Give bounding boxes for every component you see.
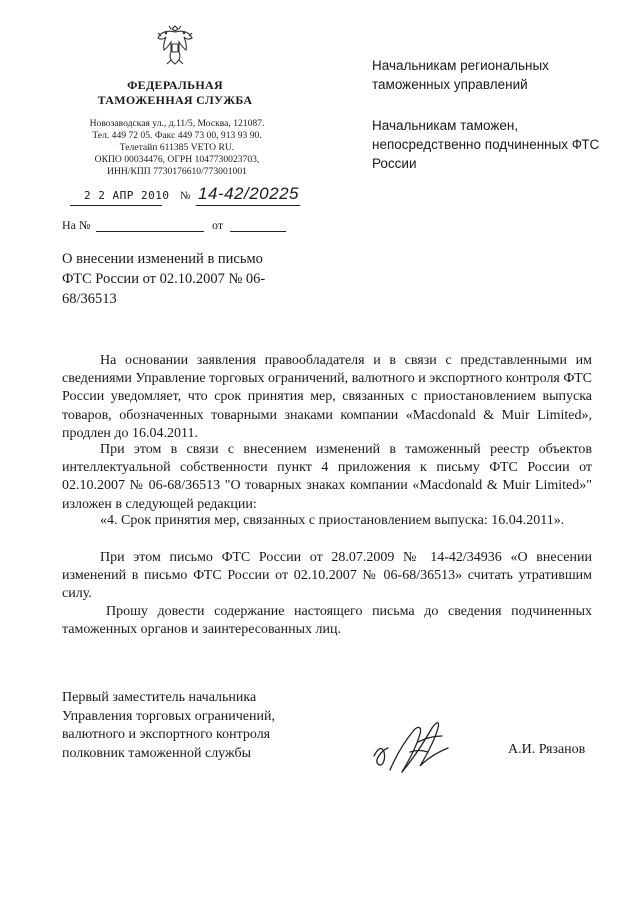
signatory-title-line: Управления торговых ограничений, xyxy=(62,708,275,724)
signatory-title-line: полковник таможенной службы xyxy=(62,745,252,761)
address-line: Телетайп 611385 VETO RU. xyxy=(119,142,235,153)
handwritten-signature-icon xyxy=(368,712,478,786)
double-headed-eagle-emblem-icon xyxy=(155,22,195,68)
signatory-name: А.И. Рязанов xyxy=(508,742,586,757)
body-paragraph-2: При этом в связи с внесением изменений в таможенный реестр объектов интеллектуальной собственности пункт 4 приложения к письму ФТС России от 02.10.2007 № 06-68/36513 "О товарных знаках компании «Macdonald & Muir Limited»" изложен в следующей редакции: xyxy=(62,442,592,512)
body-paragraph-1: На основании заявления правообладателя и в связи с представленными им сведениями Управление торговых ограничений, валютного и экспортного контроля ФТС России уведомляет, что срок принятия мер, связанных с приостановлением выпуска товаров, обозначенных товарными знаками компании «Macdonald & Muir Limited», продлен до 16.04.2011. xyxy=(62,353,592,441)
reference-number-blank xyxy=(96,231,204,232)
signatory-title xyxy=(62,689,322,763)
reference-from-label: от xyxy=(212,218,224,232)
number-underline xyxy=(196,205,300,206)
registration-date-stamp: 2 2 АПР 2010 xyxy=(84,189,170,202)
registration-number-label: № xyxy=(180,190,191,202)
date-underline xyxy=(70,205,162,206)
address-line: ИНН/КПП 7730176610/773001001 xyxy=(107,166,247,177)
organization-name-line2: ТАМОЖЕННАЯ СЛУЖБА xyxy=(97,93,253,107)
address-line: Новозаводская ул., д.11/5, Москва, 121087. xyxy=(89,118,265,129)
address-line: ОКПО 00034476, ОГРН 1047730023703, xyxy=(94,154,260,165)
registration-row xyxy=(70,184,300,209)
registration-number-handwritten: 14-42/20225 xyxy=(198,184,299,203)
recipient-regional-administrations: Начальникам региональных таможенных управлений xyxy=(372,58,549,92)
organization-name xyxy=(70,78,280,108)
body-paragraph-3: При этом письмо ФТС России от 28.07.2009 № 14-42/34936 «О внесении изменений в письмо ФТС России от 02.10.2007 № 06-68/36513» считать утратившим силу. xyxy=(62,550,592,602)
reference-number-label: На № xyxy=(62,218,91,232)
signatory-title-line: Первый заместитель начальника xyxy=(62,690,257,705)
organization-name-line1: ФЕДЕРАЛЬНАЯ xyxy=(127,78,223,92)
organization-address xyxy=(66,118,288,178)
address-line: Тел. 449 72 05. Факс 449 73 00, 913 93 90. xyxy=(92,130,262,141)
recipient-customs-offices: Начальникам таможен, непосредственно подчиненных ФТС России xyxy=(372,118,600,171)
letter-subject: О внесении изменений в письмо ФТС России от 02.10.2007 № 06-68/36513 xyxy=(62,251,266,307)
reference-row xyxy=(62,218,292,236)
signatory-title-line: валютного и экспортного контроля xyxy=(62,727,271,742)
body-paragraph-quote: «4. Срок принятия мер, связанных с приостановлением выпуска: 16.04.2011». xyxy=(100,513,565,528)
body-paragraph-4: Прошу довести содержание настоящего письма до сведения подчиненных таможенных органов и заинтересованных лиц. xyxy=(62,604,592,638)
reference-date-blank xyxy=(230,231,286,232)
